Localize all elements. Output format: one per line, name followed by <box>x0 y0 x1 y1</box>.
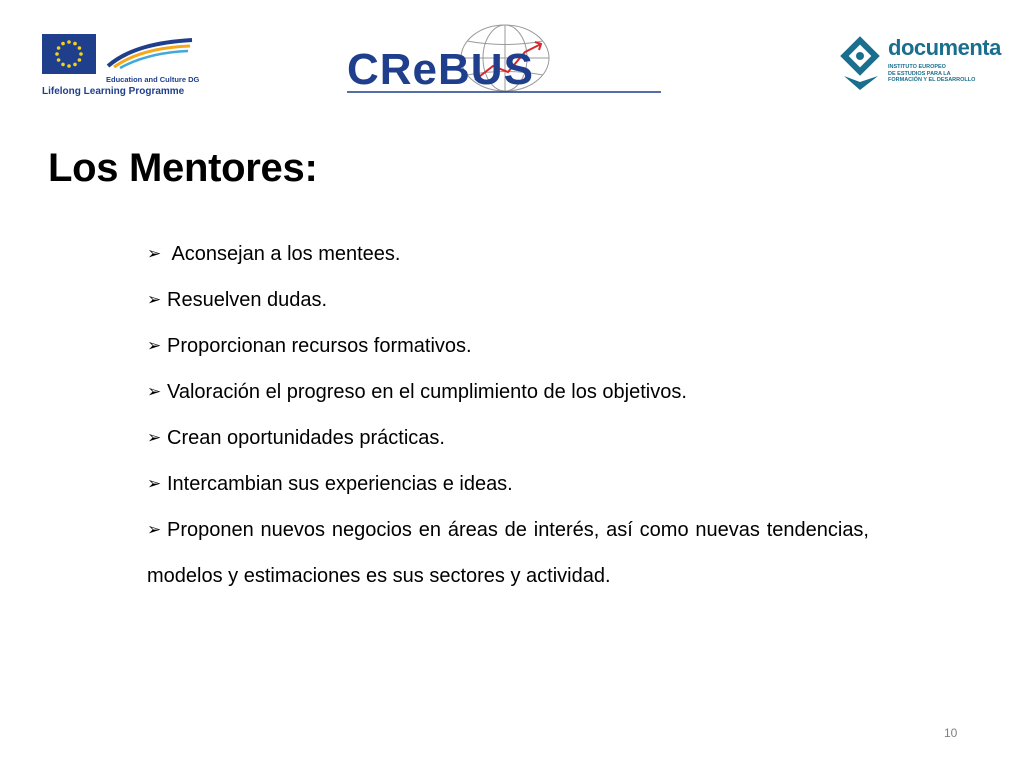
bullet-text: Valoración el progreso en el cumplimiento de los objetivos. <box>167 381 687 403</box>
education-swoosh-icon <box>104 36 194 72</box>
eu-flag-icon <box>42 34 96 74</box>
documenta-name: documenta <box>888 35 1001 60</box>
list-item <box>147 277 869 323</box>
bullet-text: Resuelven dudas. <box>167 289 328 311</box>
program-label: Lifelong Learning Programme <box>42 86 185 97</box>
page-number: 10 <box>944 726 958 740</box>
bullet-text: Proponen nuevos negocios en áreas de interés, así como nuevas tendencias, modelos y estimaciones es sus sectores y actividad. <box>147 519 869 587</box>
bullet-text: Intercambian sus experiencias e ideas. <box>167 473 513 495</box>
bullet-text: Crean oportunidades prácticas. <box>167 427 445 449</box>
arrow-bullet-icon: ➢ <box>147 520 162 539</box>
dg-label: Education and Culture DG <box>106 75 200 84</box>
crebus-logo <box>343 22 665 96</box>
arrow-bullet-icon: ➢ <box>147 474 162 493</box>
documenta-logo <box>838 34 1001 96</box>
list-item <box>147 369 869 415</box>
arrow-bullet-icon: ➢ <box>147 382 162 401</box>
list-item <box>147 323 869 369</box>
list-item <box>147 507 869 599</box>
arrow-bullet-icon: ➢ <box>147 428 162 447</box>
documenta-subtitle-line: DE ESTUDIOS PARA LA <box>888 70 951 77</box>
documenta-subtitle <box>888 64 984 84</box>
bullet-text: Proporcionan recursos formativos. <box>167 335 472 357</box>
slide-title: Los Mentores: <box>48 146 318 190</box>
crebus-wordmark: CReBUS <box>347 45 534 94</box>
documenta-emblem-icon <box>838 36 884 92</box>
arrow-bullet-icon: ➢ <box>147 336 162 355</box>
arrow-bullet-icon: ➢ <box>147 244 162 263</box>
bullet-list <box>147 231 869 599</box>
documenta-subtitle-line: FORMACIÓN Y EL DESARROLLO <box>888 77 976 83</box>
documenta-subtitle-line: INSTITUTO EUROPEO <box>888 64 946 70</box>
bullet-text: Aconsejan a los mentees. <box>167 243 401 265</box>
crebus-globe-icon <box>343 22 665 96</box>
list-item <box>147 461 869 507</box>
list-item <box>147 231 869 277</box>
arrow-bullet-icon: ➢ <box>147 290 162 309</box>
list-item <box>147 415 869 461</box>
eu-lifelong-learning-logo <box>42 34 200 100</box>
